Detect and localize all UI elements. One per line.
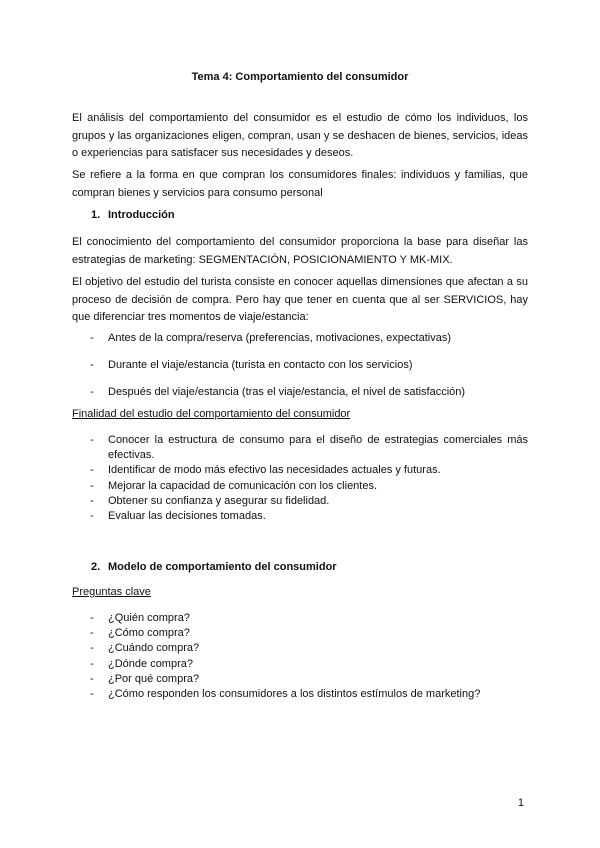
- list-item: - Conocer la estructura de consumo para el diseño de estrategias comerciales más efectivas.: [90, 433, 528, 463]
- purpose-list: [90, 433, 528, 524]
- list-item: - Evaluar las decisiones tomadas.: [90, 509, 528, 524]
- list-item: - ¿Por qué compra?: [90, 672, 528, 687]
- page-number: 1: [517, 797, 524, 809]
- list-item: - ¿Dónde compra?: [90, 657, 528, 672]
- list-item: - Mejorar la capacidad de comunicación con los clientes.: [90, 479, 528, 494]
- list-item: - ¿Cuándo compra?: [90, 641, 528, 656]
- section-1-number: 1.: [91, 209, 101, 221]
- list-item: - Después del viaje/estancia (tras el viaje/estancia, el nivel de satisfacción): [90, 385, 528, 400]
- list-item: - Obtener su confianza y asegurar su fidelidad.: [90, 494, 528, 509]
- intro-paragraph-2: Se refiere a la forma en que compran los consumidores finales: individuos y familias, que compran bienes y servicios para consumo personal: [72, 169, 528, 199]
- list-item: - ¿Cómo compra?: [90, 626, 528, 641]
- section-2-title: Modelo de comportamiento del consumidor: [108, 561, 337, 573]
- list-item: - Identificar de modo más efectivo las necesidades actuales y futuras.: [90, 463, 528, 478]
- list-item: - Durante el viaje/estancia (turista en contacto con los servicios): [90, 358, 528, 373]
- section-1-paragraph-2: El objetivo del estudio del turista consiste en conocer aquellas dimensiones que afectan a su proceso de decisión de compra. Pero hay que tener en cuenta que al ser SERVICIOS, hay que diferenciar tres momentos de viaje/estancia:: [72, 276, 528, 323]
- section-2-number: 2.: [91, 561, 101, 573]
- section-2-heading: [91, 561, 337, 573]
- questions-list: [90, 611, 528, 702]
- intro-paragraph-1: El análisis del comportamiento del consumidor es el estudio de cómo los individuos, los grupos y las organizaciones eligen, compran, usan y se deshacen de bienes, servicios, ideas o experiencias para satisfacer sus necesidades y deseos.: [72, 112, 528, 159]
- questions-heading: Preguntas clave: [72, 586, 151, 598]
- section-1-title: Introducción: [108, 209, 175, 221]
- page-title: Tema 4: Comportamiento del consumidor: [191, 71, 409, 83]
- list-item: - ¿Cómo responden los consumidores a los distintos estímulos de marketing?: [90, 687, 528, 702]
- purpose-heading: Finalidad del estudio del comportamiento del consumidor: [72, 408, 351, 420]
- section-1-paragraph-1: El conocimiento del comportamiento del consumidor proporciona la base para diseñar las estrategias de marketing: SEGMENTACIÓN, POSICIONAMIENTO Y MK-MIX.: [72, 236, 528, 266]
- list-item: - Antes de la compra/reserva (preferencias, motivaciones, expectativas): [90, 331, 528, 346]
- moments-list: [90, 331, 528, 412]
- section-1-heading: [91, 209, 175, 221]
- list-item: - ¿Quién compra?: [90, 611, 528, 626]
